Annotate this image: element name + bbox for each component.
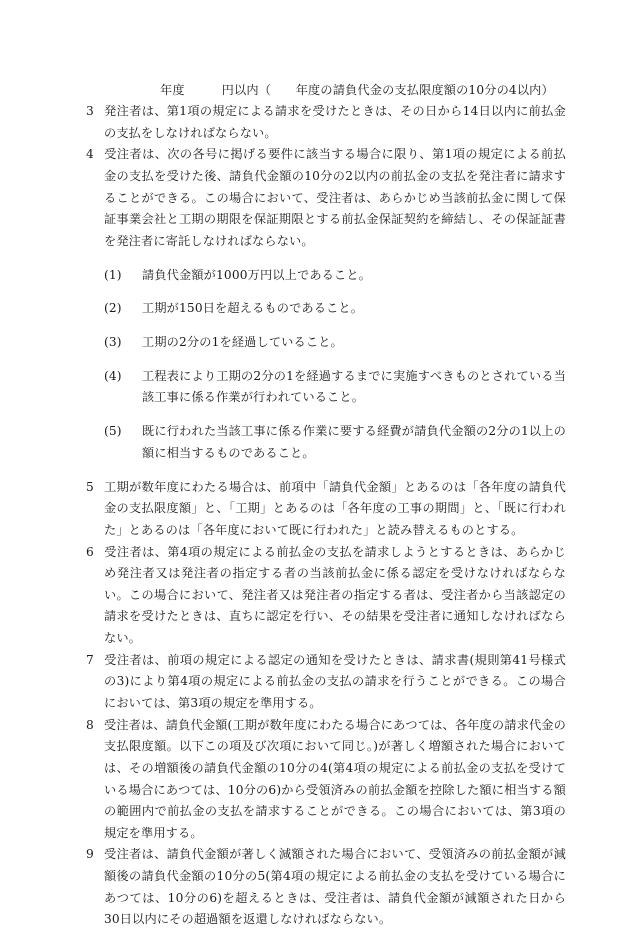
clause-text: 工期が数年度にわたる場合は、前項中「請負代金額」とあるのは「各年度の請負代金の支払限度額」と、「工期」とあるのは「各年度の工事の期間」と、「既に行われた」とあるのは「各年度において既に行われた」と読み替えるものとする。 [104,479,566,537]
amount-limit-line: 年度 円以内（ 年度の請負代金の支払限度額の10分の4以内） [160,83,554,97]
requirement-item-1 [104,265,566,287]
clause-9 [86,844,566,930]
item-text: 請負代金額が1000万円以上であること。 [142,267,372,282]
item-number: (1) [104,267,122,282]
clause-6 [86,542,566,650]
item-number: (4) [104,368,122,383]
item-number: (5) [104,424,122,439]
clause-5 [86,477,566,542]
requirement-item-3 [104,332,566,354]
requirement-item-2 [104,298,566,320]
clause-number: 7 [86,652,94,667]
item-number: (3) [104,335,122,350]
clause-number: 8 [86,717,94,732]
clause-number: 9 [86,847,94,862]
clause-number: 6 [86,544,94,559]
clause-text: 受注者は、第4項の規定による前払金の支払を請求しようとするときは、あらかじめ発注者又は発注者の指定する者の当該前払金に係る認定を受けなければならない。この場合において、発注者又は発注者の指定する者は、受注者から当該認定の請求を受けたときは、直ちに認定を行い、その結果を受注者に通知しなければならない。 [104,544,566,645]
item-text: 工期が150日を超えるものであること。 [142,301,364,316]
requirement-item-4 [104,366,566,409]
clause-4 [86,144,566,252]
clause-text: 受注者は、次の各号に掲げる要件に該当する場合に限り、第1項の規定による前払金の支払を受けた後、請負代金額の10分の2以内の前払金の支払を発注者に請求することができる。この場合において、受注者は、あらかじめ当該前払金に関して保証事業会社と工期の期限を保証期限とする前払金保証契約を締結し、その保証証書を発注者に寄託しなければならない。 [104,147,566,248]
clause-7 [86,650,566,715]
document-body [86,101,566,931]
clause-number: 4 [86,147,94,162]
clause-text: 受注者は、前項の規定による認定の通知を受けたときは、請求書(規則第41号様式の3)により第4項の規定による前払金の支払の請求を行うことができる。この場合においては、第3項の規定を準用する。 [104,652,566,710]
clause-text: 受注者は、請負代金額が著しく減額された場合において、受領済みの前払金額が減額後の請負代金額の10分の5(第4項の規定による前払金の支払を受けている場合にあつては、10分の6)を超えるときは、受注者は、請負代金額が減額された日から30日以内にその超過額を返還しなければならない。 [104,847,566,927]
item-text: 工期の2分の1を経過していること。 [142,335,343,350]
requirement-item-5 [104,421,566,464]
clause-8 [86,715,566,845]
clause-text: 発注者は、第1項の規定による請求を受けたときは、その日から14日以内に前払金の支払をしなければならない。 [104,104,566,140]
item-number: (2) [104,301,122,316]
item-text: 既に行われた当該工事に係る作業に要する経費が請負代金額の2分の1以上の額に相当するものであること。 [142,424,566,460]
clause-number: 5 [86,479,94,494]
clause-number: 3 [86,104,94,118]
item-text: 工程表により工期の2分の1を経過するまでに実施すべきものとされている当該工事に係る作業が行われていること。 [142,368,566,405]
clause-3 [86,101,566,144]
clause-text: 受注者は、請負代金額(工期が数年度にわたる場合にあつては、各年度の請求代金の支払限度額。以下この項及び次項において同じ。)が著しく増額された場合においては、その増額後の請負代金額の10分の4(第4項の規定による前払金の支払を受けている場合にあつては、10分の6)から受領済みの前払金額を控除した額に相当する額の範囲内で前払金の支払を請求することができる。この場合においては、第3項の規定を準用する。 [104,717,566,840]
